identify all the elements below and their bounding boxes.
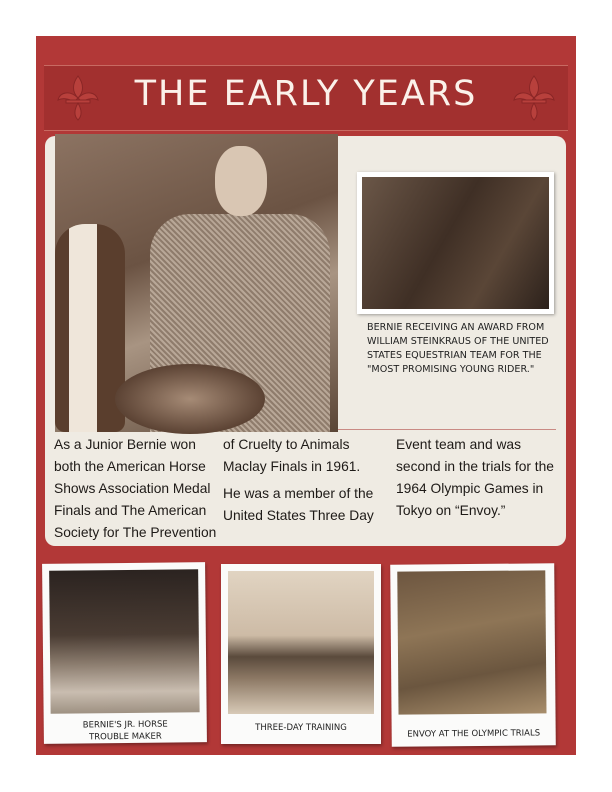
caption-line: TROUBLE MAKER xyxy=(89,731,162,743)
award-photo-caption: BERNIE RECEIVING AN AWARD FROM WILLIAM STEINKRAUS OF THE UNITED STATES EQUESTRIAN TEAM FOR THE "MOST PROMISING YOUNG RIDER." xyxy=(367,322,549,375)
polaroid-olympic-trials xyxy=(390,563,556,746)
award-photo-image xyxy=(362,177,549,309)
rider-head xyxy=(215,146,267,216)
body-column-3 xyxy=(396,434,564,527)
caption-line: BERNIE'S JR. HORSE xyxy=(82,719,168,731)
divider xyxy=(338,429,556,430)
polaroid-image xyxy=(397,570,546,714)
polaroid-caption: THREE-DAY TRAINING xyxy=(255,723,347,733)
main-photo xyxy=(55,134,338,432)
award-photo xyxy=(357,172,554,314)
polaroid-image xyxy=(228,571,374,714)
title-banner xyxy=(44,65,568,131)
polaroid-caption xyxy=(44,718,207,744)
scrapbook-page xyxy=(36,36,576,755)
body-text: He was a member of the United States Three Day xyxy=(223,486,374,523)
body-text: of Cruelty to Animals Maclay Finals in 1961. xyxy=(223,437,361,474)
polaroid-image xyxy=(49,569,199,714)
polaroid-jr-horse xyxy=(42,562,207,744)
trophy-basket xyxy=(115,364,265,434)
body-text: As a Junior Bernie won both the American Horse Shows Association Medal Finals and The American Society for The Prevention xyxy=(54,437,217,540)
polaroid-three-day-training xyxy=(221,564,381,744)
page-title: THE EARLY YEARS xyxy=(134,74,478,114)
body-column-1 xyxy=(54,434,224,549)
fleur-de-lis-icon xyxy=(508,72,560,124)
body-text: Event team and was second in the trials for the 1964 Olympic Games in Tokyo on “Envoy.” xyxy=(396,437,554,518)
body-column-2 xyxy=(223,434,385,532)
polaroid-caption: ENVOY AT THE OLYMPIC TRIALS xyxy=(407,728,541,740)
